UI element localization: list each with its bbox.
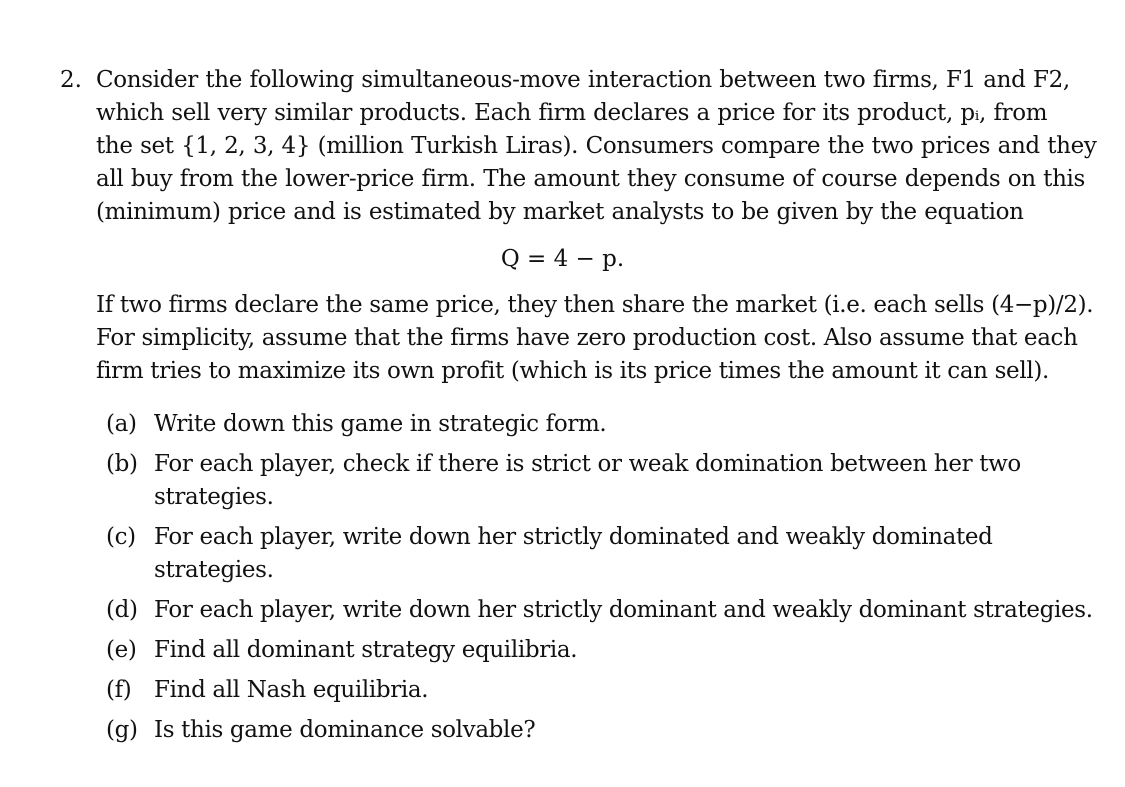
assumption-line: If two firms declare the same price, they then share the market (i.e. each sells (4−p)/2). xyxy=(96,292,1094,318)
part-label: (g) xyxy=(106,717,138,743)
intro-line: (minimum) price and is estimated by market analysts to be given by the equation xyxy=(96,199,1024,225)
part-label: (b) xyxy=(106,451,138,477)
part-label: (d) xyxy=(106,597,138,623)
part-text: Find all Nash equilibria. xyxy=(154,677,429,703)
part-text: Write down this game in strategic form. xyxy=(154,411,607,437)
problem-assumptions xyxy=(96,289,1094,388)
question-part-a xyxy=(106,408,1096,441)
assumption-line: firm tries to maximize its own profit (which is its price times the amount it can sell). xyxy=(96,358,1049,384)
intro-line: all buy from the lower-price firm. The amount they consume of course depends on this xyxy=(96,166,1085,192)
demand-equation: Q = 4 − p. xyxy=(500,246,625,272)
intro-line: Consider the following simultaneous-move interaction between two firms, F1 and F2, xyxy=(96,67,1070,93)
part-label: (a) xyxy=(106,411,137,437)
question-part-g xyxy=(106,714,1096,747)
part-text: For each player, write down her strictly dominated and weakly dominated strategies. xyxy=(154,524,993,583)
intro-line: which sell very similar products. Each firm declares a price for its product, pᵢ, from xyxy=(96,100,1048,126)
problem-intro xyxy=(96,64,1097,229)
question-part-f xyxy=(106,674,1096,707)
part-text: Is this game dominance solvable? xyxy=(154,717,536,743)
part-label: (e) xyxy=(106,637,137,663)
question-part-e xyxy=(106,634,1096,667)
part-label: (c) xyxy=(106,524,136,550)
part-label: (f) xyxy=(106,677,132,703)
question-part-b xyxy=(106,448,1096,514)
part-text: Find all dominant strategy equilibria. xyxy=(154,637,578,663)
intro-line: the set {1, 2, 3, 4} (million Turkish Liras). Consumers compare the two prices and they xyxy=(96,133,1097,159)
problem-number: 2. xyxy=(60,67,82,93)
question-part-c xyxy=(106,521,1096,587)
part-text: For each player, write down her strictly dominant and weakly dominant strategies. xyxy=(154,597,1093,623)
assumption-line: For simplicity, assume that the firms have zero production cost. Also assume that each xyxy=(96,325,1078,351)
question-part-d xyxy=(106,594,1096,627)
part-text: For each player, check if there is strict or weak domination between her two strategies. xyxy=(154,451,1021,510)
question-parts-list xyxy=(106,408,1096,747)
